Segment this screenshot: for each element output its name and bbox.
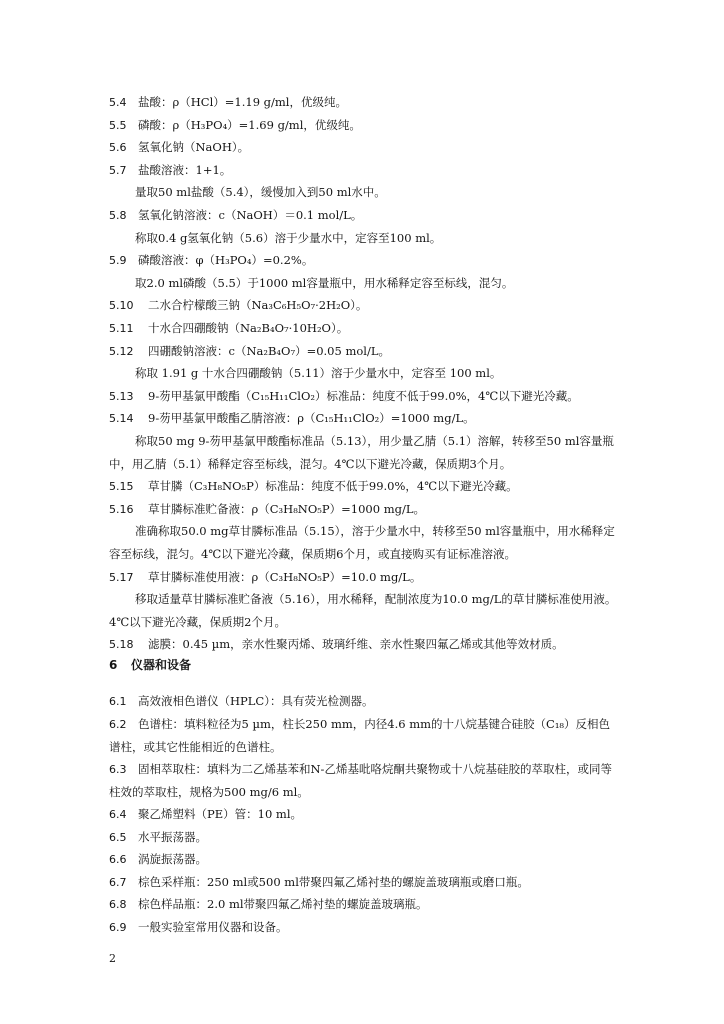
clause-item — [109, 848, 619, 872]
clause-text: 移取适量草甘膦标准贮备液（5.16），用水稀释，配制浓度为10.0 mg/L的草甘膦标准使用液。4℃以下避光冷藏，保质期2个月。 — [109, 592, 617, 629]
clause-item — [109, 294, 619, 318]
clause-text: 称取50 mg 9-芴甲基氯甲酸酯标准品（5.13），用少量乙腈（5.1）溶解，转移至50 ml容量瓶中，用乙腈（5.1）稀释定容至标线，混匀。4℃以下避光冷藏，保质期3个月。 — [109, 434, 614, 471]
clause-item — [109, 916, 619, 940]
clause-text: 草甘膦（C₃H₈NO₅P）标准品：纯度不低于99.0%，4℃以下避光冷藏。 — [148, 479, 518, 494]
clause-number: 5.4 — [109, 96, 127, 109]
clause-item — [109, 713, 619, 759]
clause-item — [109, 159, 619, 183]
clause-text: 9-芴甲基氯甲酸酯（C₁₅H₁₁ClO₂）标准品：纯度不低于99.0%，4℃以下避光冷藏。 — [148, 388, 579, 403]
clause-number: 5.10 — [109, 299, 134, 313]
clause-text: 磷酸溶液：φ（H₃PO₄）=0.2%。 — [138, 253, 314, 268]
clause-number: 5.7 — [109, 163, 127, 177]
clause-number: 5.9 — [109, 254, 127, 268]
clause-number: 5.13 — [109, 389, 134, 403]
clause-item — [109, 249, 619, 273]
clause-number: 6.6 — [109, 853, 127, 867]
clause-paragraph — [109, 362, 619, 385]
clause-text: 氢氧化钠（NaOH）。 — [138, 140, 250, 155]
clause-text: 9-芴甲基氯甲酸酯乙腈溶液：ρ（C₁₅H₁₁ClO₂）=1000 mg/L。 — [148, 411, 475, 426]
clause-number: 6.4 — [109, 808, 127, 821]
clause-item — [109, 475, 619, 499]
clause-item — [109, 758, 619, 804]
clause-text: 一般实验室常用仪器和设备。 — [138, 920, 288, 934]
section-6-heading — [109, 656, 191, 673]
clause-text: 十水合四硼酸钠（Na₂B₄O₇·10H₂O）。 — [148, 321, 349, 335]
clause-text: 盐酸：ρ（HCl）=1.19 g/ml，优级纯。 — [138, 95, 347, 109]
section-title: 仪器和设备 — [131, 658, 192, 672]
clause-paragraph — [109, 272, 619, 295]
clause-number: 6.9 — [109, 921, 127, 934]
clause-number: 6.2 — [109, 717, 127, 731]
clause-item — [109, 690, 619, 714]
clause-item — [109, 204, 619, 228]
clause-text: 量取50 ml盐酸（5.4），缓慢加入到50 ml水中。 — [135, 185, 386, 200]
clause-number: 5.12 — [109, 344, 134, 358]
clause-text: 色谱柱：填料粒径为5 µm，柱长250 mm，内径4.6 mm的十八烷基键合硅胶（C₁₈）反相色谱柱，或其它性能相近的色谱柱。 — [109, 716, 611, 755]
clause-paragraph — [109, 181, 619, 204]
clause-number: 5.8 — [109, 209, 127, 222]
clause-text: 二水合柠檬酸三钠（Na₃C₆H₅O₇·2H₂O）。 — [148, 298, 368, 313]
clause-item — [109, 826, 619, 850]
clause-text: 磷酸：ρ（H₃PO₄）=1.69 g/ml，优级纯。 — [138, 117, 361, 132]
clause-paragraph — [109, 588, 619, 633]
clause-text: 涡旋振荡器。 — [138, 852, 207, 867]
clause-number: 5.14 — [109, 412, 134, 426]
clause-number: 5.16 — [109, 502, 134, 516]
page-number: 2 — [109, 952, 116, 965]
clause-text: 取2.0 ml磷酸（5.5）于1000 ml容量瓶中，用水稀释定容至标线，混匀。 — [135, 275, 514, 290]
clause-text: 固相萃取柱：填料为二乙烯基苯和N-乙烯基吡咯烷酮共聚物或十八烷基硅胶的萃取柱，或同等柱效的萃取柱，规格为500 mg/6 ml。 — [109, 761, 612, 800]
clause-text: 草甘膦标准使用液：ρ（C₃H₈NO₅P）=10.0 mg/L。 — [148, 569, 422, 584]
clause-paragraph — [109, 430, 619, 475]
clause-item — [109, 871, 619, 895]
section-number: 6 — [109, 658, 118, 672]
clause-paragraph — [109, 520, 619, 565]
clause-item — [109, 114, 619, 138]
clause-number: 6.1 — [109, 695, 127, 708]
clause-item — [109, 136, 619, 160]
clause-number: 6.5 — [109, 830, 127, 844]
clause-number: 6.8 — [109, 898, 127, 912]
clause-text: 氢氧化钠溶液：c（NaOH）＝0.1 mol/L。 — [138, 208, 363, 222]
clause-number: 5.15 — [109, 480, 134, 494]
clause-number: 5.11 — [109, 322, 134, 335]
clause-item — [109, 498, 619, 522]
clause-number: 5.17 — [109, 570, 134, 584]
clause-text: 棕色样品瓶：2.0 ml带聚四氟乙烯衬垫的螺旋盖玻璃瓶。 — [138, 897, 428, 912]
clause-text: 草甘膦标准贮备液：ρ（C₃H₈NO₅P）=1000 mg/L。 — [148, 501, 425, 516]
clause-text: 准确称取50.0 mg草甘膦标准品（5.15），溶于少量水中，转移至50 ml容量瓶中，用水稀释定容至标线，混匀。4℃以下避光冷藏，保质期6个月，或直接购买有证标准溶液。 — [109, 524, 615, 561]
clause-text: 棕色采样瓶：250 ml或500 ml带聚四氟乙烯衬垫的螺旋盖玻璃瓶或磨口瓶。 — [138, 874, 529, 889]
clause-number: 5.6 — [109, 141, 127, 155]
clause-item — [109, 385, 619, 409]
clause-text: 高效液相色谱仪（HPLC）：具有荧光检测器。 — [138, 694, 374, 708]
clause-item — [109, 893, 619, 917]
clause-item — [109, 566, 619, 590]
clause-text: 称取0.4 g氢氧化钠（5.6）溶于少量水中，定容至100 ml。 — [135, 230, 442, 245]
clause-text: 聚乙烯塑料（PE）管：10 ml。 — [138, 807, 303, 821]
clause-item — [109, 317, 619, 341]
clause-item — [109, 91, 619, 115]
clause-item — [109, 340, 619, 364]
clause-text: 滤膜：0.45 µm，亲水性聚丙烯、玻璃纤维、亲水性聚四氟乙烯或其他等效材质。 — [148, 637, 564, 652]
clause-paragraph — [109, 227, 619, 250]
clause-number: 5.5 — [109, 118, 127, 132]
clause-text: 水平振荡器。 — [138, 829, 207, 844]
clause-number: 6.3 — [109, 762, 127, 776]
clause-number: 6.7 — [109, 875, 127, 889]
clause-item — [109, 633, 619, 657]
clause-text: 四硼酸钠溶液：c（Na₂B₄O₇）=0.05 mol/L。 — [148, 343, 390, 358]
clause-item — [109, 407, 619, 431]
clause-number: 5.18 — [109, 638, 134, 652]
clause-item — [109, 803, 619, 827]
clause-text: 称取 1.91 g 十水合四硼酸钠（5.11）溶于少量水中，定容至 100 ml。 — [135, 366, 502, 381]
clause-text: 盐酸溶液：1+1。 — [138, 162, 232, 177]
